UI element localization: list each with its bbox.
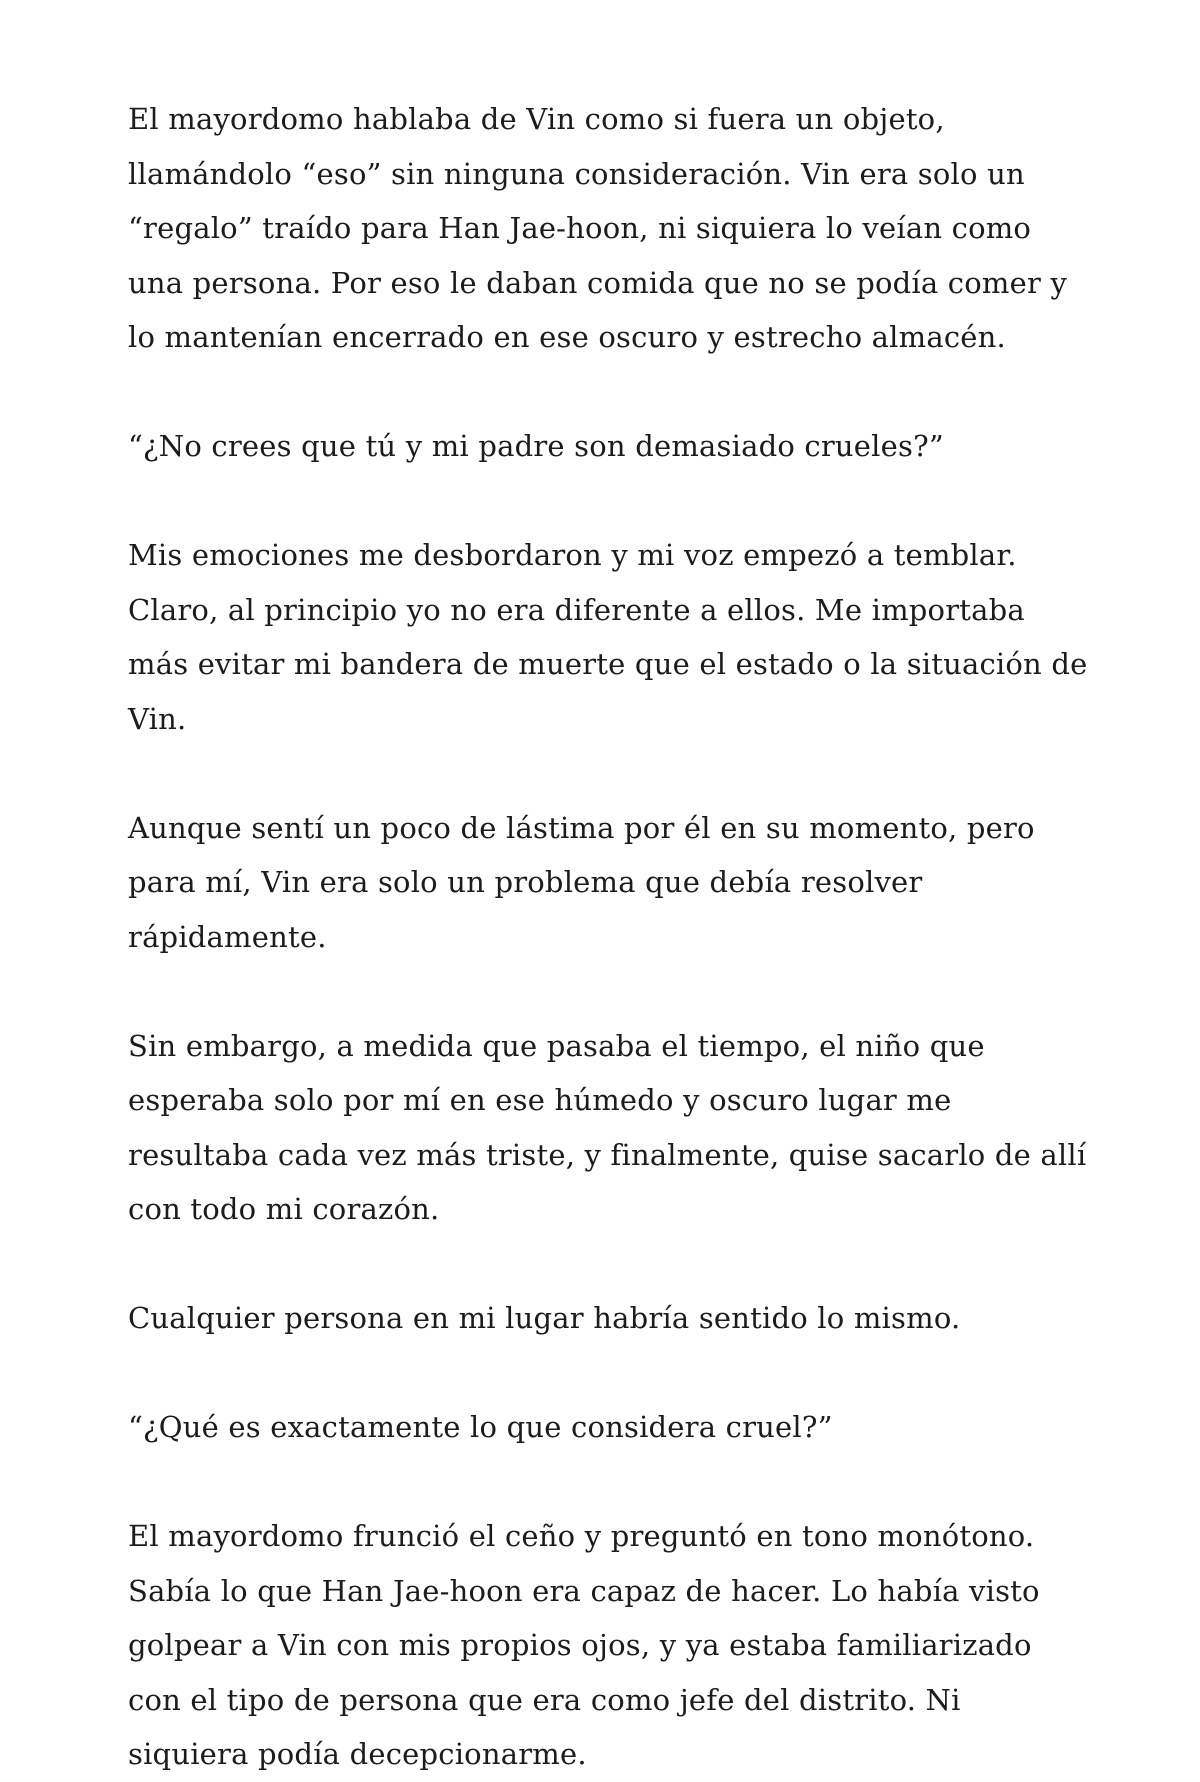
paragraph-7-dialogue: “¿Qué es exactamente lo que considera cruel?” (128, 1410, 833, 1444)
paragraph-6: Cualquier persona en mi lugar habría sentido lo mismo. (128, 1301, 961, 1335)
paragraph-2-dialogue: “¿No crees que tú y mi padre son demasiado crueles?” (128, 429, 944, 463)
document-page (128, 92, 1088, 1782)
paragraph-8: El mayordomo frunció el ceño y preguntó en tono monótono. Sabía lo que Han Jae-hoon era capaz de hacer. Lo había visto golpear a Vin con mis propios ojos, y ya estaba familiarizado con el tipo de persona que era como jefe del distrito. Ni siquiera podía decepcionarme. (128, 1519, 1040, 1771)
paragraph-1: El mayordomo hablaba de Vin como si fuera un objeto, llamándolo “eso” sin ninguna consideración. Vin era solo un “regalo” traído para Han Jae-hoon, ni siquiera lo veían como una persona. Por eso le daban comida que no se podía comer y lo mantenían encerrado en ese oscuro y estrecho almacén. (128, 102, 1068, 354)
paragraph-5: Sin embargo, a medida que pasaba el tiempo, el niño que esperaba solo por mí en ese húmedo y oscuro lugar me resultaba cada vez más triste, y finalmente, quise sacarlo de allí con todo mi corazón. (128, 1028, 1087, 1226)
paragraph-3: Mis emociones me desbordaron y mi voz empezó a temblar. Claro, al principio yo no era diferente a ellos. Me importaba más evitar mi bandera de muerte que el estado o la situación de Vin. (128, 538, 1088, 736)
paragraph-4: Aunque sentí un poco de lástima por él en su momento, pero para mí, Vin era solo un problema que debía resolver rápidamente. (128, 810, 1035, 954)
